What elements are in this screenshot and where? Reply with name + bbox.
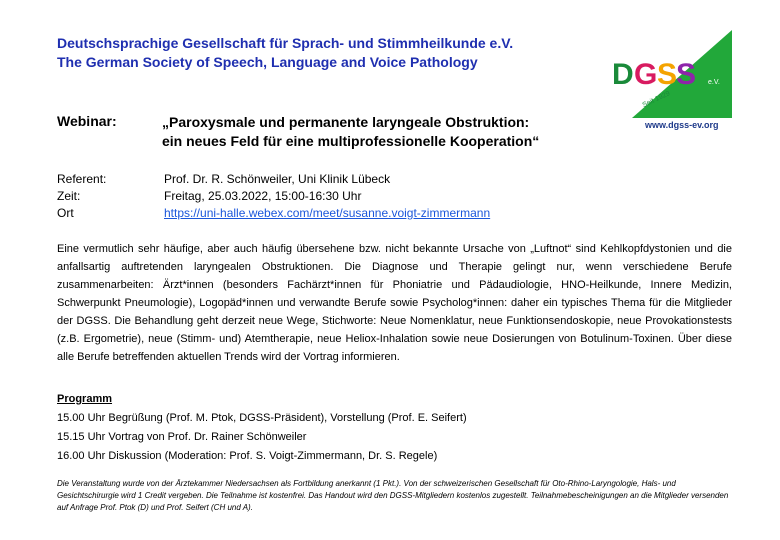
detail-label: Referent: [57,172,107,186]
logo-ev: e.V. [708,79,720,86]
detail-row-location [57,205,490,222]
detail-value: Freitag, 25.03.2022, 15:00-16:30 Uhr [164,189,362,203]
org-name-german: Deutschsprachige Gesellschaft für Sprach- und Stimmheilkunde e.V. [57,35,514,51]
webinar-label: Webinar: [57,113,117,129]
footer-note: Die Veranstaltung wurde von der Ärztekammer Niedersachsen als Fortbildung anerkannt (1 Pkt.). Von der schweizerischen Gesellschaft für Oto-Rhino-Laryngologie, Hals- und Gesichtschirurgie wird 1 Credit vergeben. Die Teilnahme ist kostenfrei. Das Handout wird den DGSS-Mitgliedern kostenlos zugestellt. Teilnahmebescheinigungen an die Mitglieder versenden auf Anfrage Prof. Ptok (D) und Prof. Seifert (CH und A). [57,479,729,512]
detail-value: Prof. Dr. R. Schönweiler, Uni Klinik Lübeck [164,172,391,186]
program-heading: Programm [57,393,113,405]
detail-row-time [57,188,490,205]
logo-letter-s2: S [676,58,697,91]
logo-letter-d: D [612,58,634,91]
logo-letter-g: G [634,58,658,91]
detail-label: Ort [57,206,74,220]
program-item: 15.15 Uhr Vortrag von Prof. Dr. Rainer Schönweiler [57,431,307,443]
abstract-text: Eine vermutlich sehr häufige, aber auch häufig übersehene bzw. nicht bekannte Ursache von „Luftnot“ sind Kehlkopfdystonien und die anfallsartig auftretenden laryngealen Obstruktionen. Die Diagnose und Therapie gelingt nur, wenn verschiedene Berufe zusammenarbeiten: Ärzt*innen (besonders Fachärzt*innen für Phoniatrie und Pädaudiologie, HNO-Heilkunde, Innere Medizin, Schwerpunkt Pneumologie), Logopäd*innen und verwandte Berufe sowie Psycholog*innen: daher ein typisches Thema für die Mitglieder der DGSS. Die Behandlung geht derzeit neue Wege, Stichworte: Neue Nomenklatur, neue Funktionsendoskopie, neue Provokationstests (z.B. Ergometrie), neue (Stimm- und) Atemtherapie, neue Heliox-Inhalation sowie neue Dosierungen von Botulinum-Toxinen. Über diese alle Berufe betreffenden aktuellen Trends wird der Vortrag informieren. [57,243,732,363]
detail-label: Zeit: [57,189,81,203]
org-header [57,34,513,72]
webex-link[interactable]: https://uni-halle.webex.com/meet/susanne.voigt-zimmermann [164,206,491,220]
detail-row-speaker [57,171,490,188]
program-item: 16.00 Uhr Diskussion (Moderation: Prof. S. Voigt-Zimmermann, Dr. S. Regele) [57,450,438,462]
program-item: 15.00 Uhr Begrüßung (Prof. M. Ptok, DGSS-Präsident), Vorstellung (Prof. E. Seifert) [57,412,467,424]
webinar-title [162,113,539,151]
logo-url: www.dgss-ev.org [645,120,719,130]
program-section [57,390,467,466]
logo-since: Seit 1929 [641,90,672,110]
logo-letter-s1: S [657,58,678,91]
event-details [57,171,490,222]
org-name-english: The German Society of Speech, Language and Voice Pathology [57,54,478,70]
webinar-title-line2: ein neues Feld für eine multiprofessionelle Kooperation“ [162,133,540,149]
webinar-title-line1: „Paroxysmale und permanente laryngeale Obstruktion: [162,114,530,130]
